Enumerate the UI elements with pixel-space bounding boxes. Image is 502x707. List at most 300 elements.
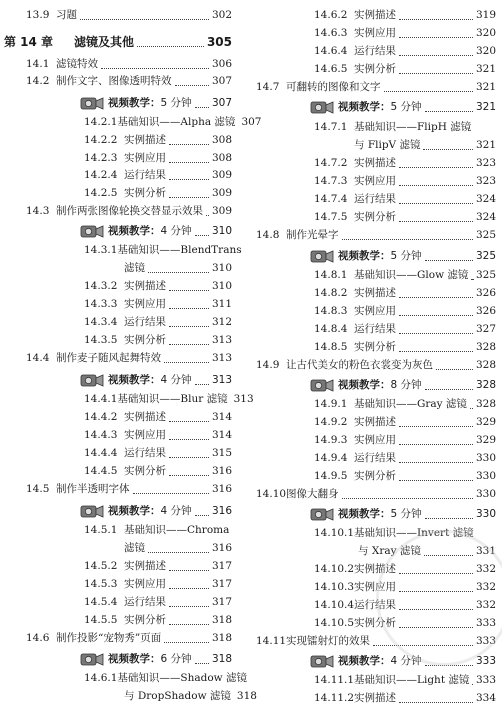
dot-leader	[399, 167, 473, 168]
entry-number: 14.2.1	[84, 116, 118, 128]
dot-leader	[423, 149, 472, 150]
entry-title: 实现镭射灯的效果	[286, 635, 370, 647]
dot-leader	[169, 326, 209, 327]
toc-entry[interactable]	[84, 593, 232, 611]
entry-title: 实例描述	[124, 411, 166, 423]
entry-title: 实例描述	[124, 134, 166, 146]
entry-title: 实例应用	[124, 298, 166, 310]
video-label: 视频教学：	[108, 505, 161, 517]
dot-leader	[399, 609, 473, 610]
page-number: 317	[211, 578, 232, 590]
dot-leader	[436, 369, 473, 370]
dot-leader	[399, 185, 473, 186]
page-number: 309	[211, 169, 232, 181]
page-number: 310	[211, 262, 232, 274]
video-label: 视频教学：	[338, 655, 391, 667]
page-number: 333	[475, 617, 496, 629]
page-number: 321	[475, 139, 496, 151]
toc-entry[interactable]	[310, 98, 496, 116]
toc-entry[interactable]	[314, 302, 496, 320]
entry-number: 14.7.5	[314, 211, 348, 223]
page-number: 333	[475, 635, 496, 647]
toc-entry[interactable]	[256, 485, 496, 503]
page-number: 313	[233, 393, 254, 405]
page-number: 308	[211, 152, 232, 164]
toc-entry[interactable]	[84, 184, 232, 202]
entry-number: 14.10.5	[314, 617, 355, 629]
page-number: 332	[475, 599, 496, 611]
entry-title: 制作投影“宠物秀”页面	[56, 632, 162, 644]
toc-entry[interactable]	[314, 338, 496, 356]
page-number: 318	[211, 632, 232, 644]
dot-leader	[399, 203, 473, 204]
page-number: 329	[475, 416, 496, 428]
video-camera-icon	[310, 653, 334, 669]
video-duration: 6 分钟	[160, 653, 192, 665]
page-number: 328	[475, 359, 496, 371]
page-number: 310	[211, 225, 232, 237]
entry-number: 14.7.3	[314, 175, 348, 187]
toc-entry[interactable]	[256, 226, 496, 244]
dot-leader	[384, 91, 473, 92]
video-duration: 5 分钟	[390, 101, 422, 113]
entry-number: 14.3.4	[84, 316, 118, 328]
entry-number: 14.4.4	[84, 447, 118, 459]
dot-leader	[425, 518, 473, 519]
page-number: 324	[475, 211, 496, 223]
page-number: 326	[475, 287, 496, 299]
page-number: 332	[475, 563, 496, 575]
entry-number: 第 14 章	[4, 35, 54, 49]
toc-entry[interactable]	[84, 295, 232, 313]
entry-title: 实例分析	[124, 614, 166, 626]
page-number: 313	[211, 374, 232, 386]
dot-leader	[169, 308, 209, 309]
entry-title: 可翻转的图像和文字	[286, 81, 381, 93]
dot-leader	[472, 684, 473, 685]
page-number: 331	[475, 545, 496, 557]
entry-number: 14.8.4	[314, 323, 348, 335]
page-number: 323	[475, 157, 496, 169]
entry-title: 制作文字、图像透明特效	[56, 75, 172, 87]
page-number: 328	[475, 341, 496, 353]
toc-entry[interactable]	[84, 166, 232, 184]
page-number: 330	[475, 508, 496, 520]
dot-leader	[425, 260, 473, 261]
page-number: 327	[475, 323, 496, 335]
page-number: 314	[211, 411, 232, 423]
entry-number: 14.8.1	[314, 269, 348, 281]
page-number: 326	[475, 305, 496, 317]
toc-entry[interactable]	[80, 371, 232, 389]
page-number: 317	[211, 560, 232, 572]
entry-title: 基础知识——Light 滤镜	[354, 674, 470, 686]
entry-number: 14.9.2	[314, 416, 348, 428]
entry-number: 14.11.2	[314, 692, 355, 704]
toc-entry[interactable]	[84, 149, 232, 167]
toc-entry[interactable]	[4, 33, 232, 51]
entry-title: 运行结果	[354, 599, 396, 611]
entry-title: 制作麦子随风起舞特效	[56, 352, 161, 364]
video-duration: 4 分钟	[160, 225, 192, 237]
entry-title: 习题	[56, 9, 77, 21]
toc-entry[interactable]	[84, 444, 232, 462]
toc-entry[interactable]	[26, 349, 232, 367]
toc-entry[interactable]	[84, 390, 254, 408]
toc-entry[interactable]	[26, 72, 232, 90]
toc-entry[interactable]	[314, 614, 496, 632]
entry-title: 实例应用	[354, 27, 396, 39]
toc-entry[interactable]	[26, 202, 232, 220]
toc-entry[interactable]	[314, 208, 496, 226]
toc-entry[interactable]	[314, 467, 496, 485]
entry-title: 让古代美女的粉色衣裳变为灰色	[286, 359, 433, 371]
toc-entry[interactable]	[314, 320, 496, 338]
entry-title: 运行结果	[124, 169, 166, 181]
entry-number: 14.9.3	[314, 434, 348, 446]
toc-entry[interactable]	[84, 426, 232, 444]
entry-title: 实例分析	[354, 470, 396, 482]
entry-title: 基础知识——Blur 滤镜	[117, 393, 228, 405]
toc-entry[interactable]	[26, 480, 232, 498]
dot-leader	[399, 573, 473, 574]
toc-entry[interactable]	[310, 247, 496, 265]
entry-number: 14.7.2	[314, 157, 348, 169]
page-number: 325	[475, 229, 496, 241]
dot-leader	[195, 384, 209, 385]
entry-number: 14.8.2	[314, 287, 348, 299]
toc-entry[interactable]	[80, 94, 232, 112]
entry-number: 14.10.2	[314, 563, 355, 575]
toc-entry[interactable]	[84, 611, 232, 629]
toc-entry[interactable]	[314, 524, 496, 542]
entry-number: 14.6.2	[314, 9, 348, 21]
entry-title: 实例应用	[124, 578, 166, 590]
dot-leader	[169, 475, 209, 476]
entry-title: 运行结果	[354, 193, 396, 205]
page-number: 311	[211, 298, 232, 310]
dot-leader	[169, 439, 209, 440]
entry-title: 实例分析	[124, 334, 166, 346]
entry-title: 运行结果	[124, 316, 166, 328]
page-number: 318	[211, 614, 232, 626]
entry-title: 基础知识——Chroma	[124, 524, 230, 536]
dot-leader	[425, 665, 473, 666]
dot-leader	[470, 408, 473, 409]
entry-title: 实例分析	[124, 465, 166, 477]
page-number: 328	[475, 398, 496, 410]
entry-number: 14.3.2	[84, 280, 118, 292]
toc-entry[interactable]	[314, 413, 496, 431]
toc-entry[interactable]	[84, 462, 232, 480]
entry-title: 与 Xray 滤镜	[358, 545, 421, 557]
entry-title: 基础知识——Gray 滤镜	[354, 398, 467, 410]
dot-leader	[373, 645, 473, 646]
dot-leader	[399, 702, 473, 703]
page-number: 323	[475, 175, 496, 187]
entry-number: 14.3	[26, 205, 50, 217]
video-duration: 5 分钟	[160, 97, 192, 109]
toc-entry[interactable]	[256, 632, 496, 650]
entry-number: 14.8.5	[314, 341, 348, 353]
entry-title: 实例描述	[124, 560, 166, 572]
toc-entry[interactable]	[124, 539, 232, 557]
page-number: 328	[475, 379, 496, 391]
toc-entry[interactable]	[314, 24, 496, 42]
toc-entry[interactable]	[314, 60, 496, 78]
dot-leader	[399, 73, 473, 74]
dot-leader	[133, 493, 209, 494]
entry-number: 14.9	[256, 359, 280, 371]
dot-leader	[399, 426, 473, 427]
video-label: 视频教学：	[108, 225, 161, 237]
entry-title: 实例分析	[354, 63, 396, 75]
entry-number: 14.7.4	[314, 193, 348, 205]
entry-number: 14.5.2	[84, 560, 118, 572]
page-number: 317	[211, 596, 232, 608]
entry-title: 基础知识——FlipH 滤镜	[354, 121, 472, 133]
toc-entry[interactable]	[84, 557, 232, 575]
toc-entry[interactable]	[314, 449, 496, 467]
dot-leader	[169, 457, 209, 458]
page-number: 320	[475, 45, 496, 57]
page-number: 318	[211, 653, 232, 665]
entry-title: 实例描述	[354, 416, 396, 428]
toc-entry[interactable]	[84, 131, 232, 149]
entry-number: 14.10.3	[314, 581, 355, 593]
dot-leader	[164, 362, 209, 363]
dot-leader	[148, 272, 209, 273]
page-number: 330	[475, 488, 496, 500]
toc-entry[interactable]	[314, 560, 496, 578]
toc-entry[interactable]	[314, 689, 496, 707]
entry-title: 实例应用	[354, 305, 396, 317]
entry-title: 滤镜及其他	[74, 35, 135, 49]
page-number: 321	[475, 101, 496, 113]
toc-entry[interactable]	[314, 42, 496, 60]
dot-leader	[137, 46, 204, 47]
toc-entry[interactable]	[310, 376, 496, 394]
toc-entry[interactable]	[84, 408, 232, 426]
entry-number: 14.4.2	[84, 411, 118, 423]
dot-leader	[399, 297, 473, 298]
page-number: 316	[211, 465, 232, 477]
entry-number: 14.2	[26, 75, 50, 87]
toc-entry[interactable]	[26, 6, 232, 24]
toc-entry[interactable]	[80, 502, 232, 520]
dot-leader	[169, 144, 209, 145]
entry-title: 滤镜特效	[56, 58, 98, 70]
entry-number: 14.9.5	[314, 470, 348, 482]
toc-entry[interactable]	[256, 78, 496, 96]
toc-entry[interactable]	[256, 356, 496, 374]
dot-leader	[80, 19, 209, 20]
video-label: 视频教学：	[338, 250, 391, 262]
toc-entry[interactable]	[314, 154, 496, 172]
page-number: 316	[211, 505, 232, 517]
entry-title: 实例应用	[354, 434, 396, 446]
page-number: 329	[475, 434, 496, 446]
entry-title: 实例应用	[354, 581, 396, 593]
dot-leader	[169, 624, 209, 625]
dot-leader	[399, 221, 473, 222]
video-camera-icon	[80, 223, 104, 239]
entry-title: 实例描述	[354, 157, 396, 169]
entry-number: 14.5.1	[84, 524, 118, 536]
page-number: 313	[211, 352, 232, 364]
toc-entry[interactable]	[358, 542, 496, 560]
toc-entry[interactable]	[314, 118, 496, 136]
dot-leader	[399, 480, 473, 481]
dot-leader	[424, 555, 473, 556]
entry-title: 与 DropShadow 滤镜	[124, 690, 231, 702]
dot-leader	[399, 37, 473, 38]
toc-entry[interactable]	[314, 284, 496, 302]
page-number: 333	[475, 674, 496, 686]
video-label: 视频教学：	[338, 379, 391, 391]
toc-entry[interactable]	[84, 241, 242, 259]
toc-entry[interactable]	[80, 650, 232, 668]
toc-entry[interactable]	[26, 629, 232, 647]
entry-number: 14.3.3	[84, 298, 118, 310]
page-number: 325	[475, 269, 496, 281]
page-number: 330	[475, 452, 496, 464]
entry-number: 14.7	[256, 81, 280, 93]
page-number: 330	[475, 470, 496, 482]
entry-title: 实例分析	[124, 187, 166, 199]
toc-entry[interactable]	[84, 113, 262, 131]
page-number: 318	[236, 690, 257, 702]
dot-leader	[399, 627, 473, 628]
entry-title: 与 FlipV 滤镜	[354, 139, 421, 151]
dot-leader	[164, 642, 209, 643]
toc-entry[interactable]	[354, 136, 496, 154]
entry-number: 14.6.3	[314, 27, 348, 39]
toc-entry[interactable]	[84, 521, 232, 539]
dot-leader	[399, 462, 473, 463]
entry-number: 14.10	[256, 488, 287, 500]
toc-entry[interactable]	[124, 687, 257, 705]
entry-title: 实例描述	[354, 287, 396, 299]
toc-entry[interactable]	[84, 575, 232, 593]
page-number: 332	[475, 581, 496, 593]
dot-leader	[195, 235, 209, 236]
entry-number: 14.8.3	[314, 305, 348, 317]
entry-title: 图像大翻身	[286, 488, 339, 500]
entry-number: 14.9.4	[314, 452, 348, 464]
dot-leader	[169, 290, 209, 291]
dot-leader	[399, 315, 473, 316]
page-number: 305	[206, 35, 232, 49]
page-number: 325	[475, 250, 496, 262]
entry-title: 实例描述	[354, 563, 396, 575]
video-duration: 8 分钟	[390, 379, 422, 391]
dot-leader	[471, 279, 473, 280]
video-camera-icon	[80, 503, 104, 519]
entry-number: 14.5.4	[84, 596, 118, 608]
entry-title: 实例描述	[354, 9, 396, 21]
entry-number: 14.5.3	[84, 578, 118, 590]
entry-number: 14.7.1	[314, 121, 348, 133]
entry-number: 14.8	[256, 229, 280, 241]
video-camera-icon	[310, 248, 334, 264]
toc-entry[interactable]	[80, 222, 232, 240]
toc-entry[interactable]	[84, 669, 247, 687]
video-label: 视频教学：	[338, 101, 391, 113]
dot-leader	[169, 197, 209, 198]
page-number: 307	[211, 97, 232, 109]
toc-entry[interactable]	[314, 266, 496, 284]
toc-entry[interactable]	[84, 277, 232, 295]
entry-title: 基础知识——Shadow 滤镜	[117, 672, 247, 684]
page-number: 307	[241, 116, 262, 128]
page-number: 321	[475, 81, 496, 93]
entry-number: 14.11	[256, 635, 287, 647]
toc-entry[interactable]	[314, 596, 496, 614]
entry-number: 14.6.5	[314, 63, 348, 75]
page-number: 314	[211, 429, 232, 441]
dot-leader	[101, 68, 209, 69]
toc-entry[interactable]	[310, 652, 496, 670]
video-camera-icon	[80, 95, 104, 111]
dot-leader	[169, 344, 209, 345]
entry-number: 14.6	[26, 632, 50, 644]
toc-entry[interactable]	[124, 259, 232, 277]
dot-leader	[425, 389, 473, 390]
dot-leader	[169, 179, 209, 180]
entry-number: 14.10.4	[314, 599, 355, 611]
entry-number: 14.11.1	[314, 674, 355, 686]
entry-number: 14.6.1	[84, 672, 118, 684]
page-number: 313	[211, 334, 232, 346]
video-duration: 4 分钟	[160, 374, 192, 386]
toc-entry[interactable]	[84, 313, 232, 331]
entry-number: 14.4	[26, 352, 50, 364]
page-number: 316	[211, 542, 232, 554]
dot-leader	[399, 444, 473, 445]
video-camera-icon	[310, 506, 334, 522]
dot-leader	[206, 215, 209, 216]
page-number: 309	[211, 187, 232, 199]
entry-number: 14.9.1	[314, 398, 348, 410]
toc-entry[interactable]	[314, 578, 496, 596]
video-duration: 5 分钟	[390, 508, 422, 520]
entry-title: 基础知识——Glow 滤镜	[354, 269, 469, 281]
toc-entry[interactable]	[310, 505, 496, 523]
video-label: 视频教学：	[108, 653, 161, 665]
toc-entry[interactable]	[314, 395, 496, 413]
video-duration: 4 分钟	[160, 505, 192, 517]
entry-title: 实例应用	[354, 175, 396, 187]
toc-entry[interactable]	[314, 671, 496, 689]
toc-entry[interactable]	[314, 6, 496, 24]
toc-entry[interactable]	[26, 55, 232, 73]
toc-entry[interactable]	[314, 172, 496, 190]
entry-title: 制作半透明字体	[56, 483, 130, 495]
toc-entry[interactable]	[314, 190, 496, 208]
entry-title: 基础知识——Invert 滤镜	[354, 527, 474, 539]
entry-number: 14.6.4	[314, 45, 348, 57]
toc-entry[interactable]	[314, 431, 496, 449]
page-number: 310	[211, 280, 232, 292]
page-number: 324	[475, 193, 496, 205]
page-number: 315	[211, 447, 232, 459]
entry-title: 滤镜	[124, 262, 145, 274]
toc-entry[interactable]	[84, 331, 232, 349]
page-number: 321	[475, 63, 496, 75]
entry-number: 14.4.5	[84, 465, 118, 477]
dot-leader	[399, 351, 473, 352]
